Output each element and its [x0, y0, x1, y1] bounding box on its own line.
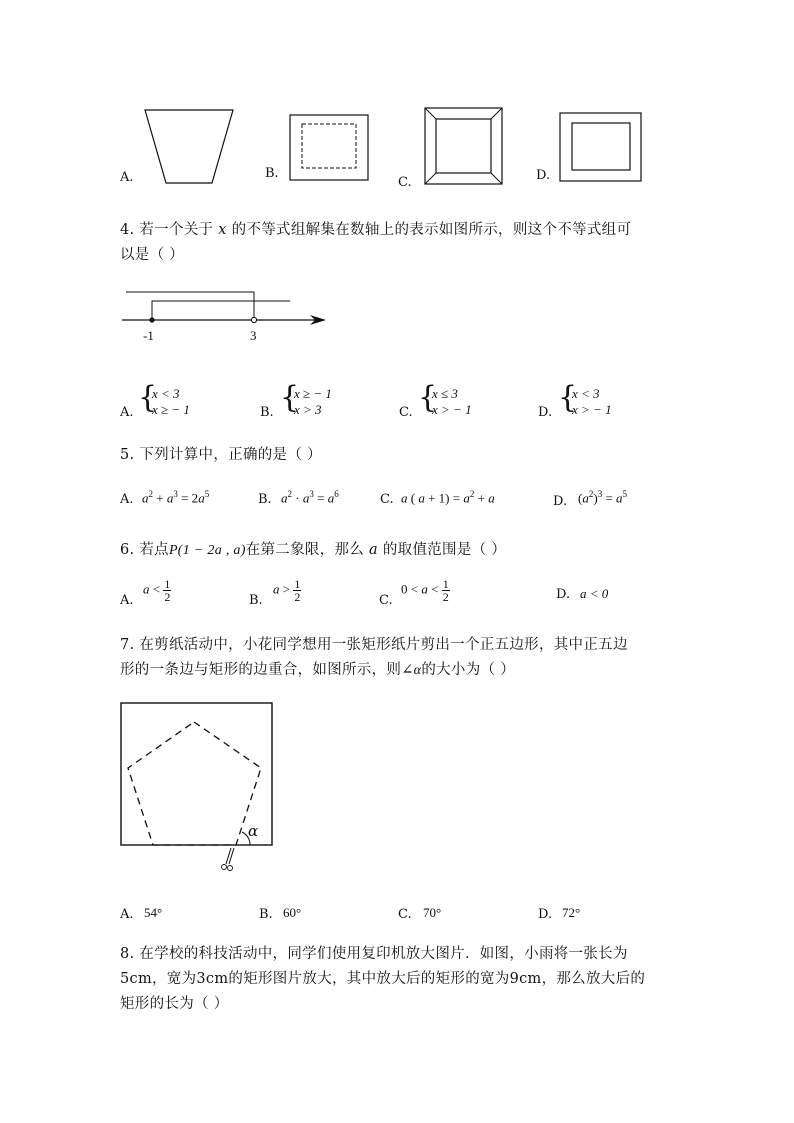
q6-option-b-expr: a > $\frac{1}{2}$: [273, 577, 301, 604]
brace-icon: {: [138, 380, 158, 415]
q6-option-b-label[interactable]: B.: [249, 593, 263, 608]
q5-option-a-expr: $a^2 + a^3 = 2a^5$: [142, 489, 210, 506]
q4-option-a-system: x < 3 x ≥ − 1: [152, 386, 190, 417]
q6-option-a-expr: a < $\frac{1}{2}$: [143, 577, 171, 604]
alpha-label: α: [248, 822, 259, 840]
q7-option-d-label[interactable]: D.: [538, 907, 553, 922]
q7-option-b-label[interactable]: B.: [259, 907, 273, 922]
q7-question-line2: 形的一条边与矩形的边重合，如图所示，则∠α的大小为（ ）: [120, 662, 516, 678]
q4-option-d-system: x < 3 x > − 1: [572, 386, 612, 417]
q4-question-line1: 4. 若一个关于 x 的不等式组解集在数轴上的表示如图所示，则这个不等式组可: [120, 222, 632, 238]
brace-icon: {: [558, 380, 578, 415]
q7-question-line1: 7. 在剪纸活动中，小花同学想用一张矩形纸片剪出一个正五边形，其中正五边: [120, 637, 628, 653]
q8-question-line2: 5cm，宽为3cm的矩形图片放大，其中放大后的矩形的宽为9cm，那么放大后的: [120, 971, 646, 987]
q4-option-c-label[interactable]: C.: [399, 405, 413, 420]
q6-option-a-label[interactable]: A.: [120, 593, 134, 608]
q4-option-b-label[interactable]: B.: [260, 405, 274, 420]
q6-option-d-label[interactable]: D.: [556, 587, 571, 602]
q5-option-b-label[interactable]: B.: [258, 492, 272, 507]
q6-option-d-expr: a < 0: [580, 586, 609, 601]
scissors-icon: [222, 848, 235, 871]
q7-option-a-value: 54°: [144, 905, 163, 920]
dashed-rectangle-icon: [288, 113, 372, 183]
q8-question-line3: 矩形的长为（ ）: [120, 996, 229, 1012]
beveled-frame-icon: [423, 106, 505, 186]
q5-option-b-expr: $a^2 \cdot a^3 = a^6$: [281, 489, 339, 506]
q4-option-a-label[interactable]: A.: [120, 405, 134, 420]
q4-question-line2: 以是（ ）: [120, 247, 185, 263]
brace-icon: {: [418, 380, 438, 415]
q7-option-c-label[interactable]: C.: [398, 907, 412, 922]
q6-option-c-expr: 0 < a < $\frac{1}{2}$: [401, 577, 449, 604]
q6-option-c-label[interactable]: C.: [379, 593, 393, 608]
q3-option-a-label[interactable]: A.: [120, 170, 134, 185]
q4-option-d-label[interactable]: D.: [538, 405, 553, 420]
q7-option-d-value: 72°: [562, 905, 581, 920]
q8-question-line1: 8. 在学校的科技活动中，同学们使用复印机放大图片．如图，小雨将一张长为: [120, 946, 628, 962]
q7-option-b-value: 60°: [283, 905, 302, 920]
pentagon-cutout-diagram: [120, 702, 275, 877]
trapezoid-icon: [140, 108, 240, 188]
q3-option-d-label[interactable]: D.: [536, 168, 551, 183]
q5-question: 5. 下列计算中，正确的是（ ）: [120, 447, 322, 463]
q4-option-b-system: x ≥ − 1 x > 3: [294, 386, 332, 417]
double-rectangle-icon: [558, 111, 644, 185]
q5-option-c-expr: a ( $a + 1) = a^2 + a$: [401, 489, 495, 506]
axis-label-neg1: -1: [143, 328, 154, 343]
q5-option-a-label[interactable]: A.: [120, 492, 134, 507]
q3-option-c-label[interactable]: C.: [398, 175, 412, 190]
brace-icon: {: [280, 380, 300, 415]
q5-option-c-label[interactable]: C.: [380, 492, 394, 507]
q7-option-c-value: 70°: [423, 905, 442, 920]
axis-label-3: 3: [250, 328, 257, 343]
q4-option-c-system: x ≤ 3 x > − 1: [432, 386, 472, 417]
q3-option-b-label[interactable]: B.: [265, 166, 279, 181]
q5-option-d-expr: $(a^2)^3 = a^5$: [578, 489, 628, 506]
q5-option-d-label[interactable]: D.: [553, 494, 568, 509]
q7-option-a-label[interactable]: A.: [120, 907, 134, 922]
q6-question: 6. 若点P(1 − 2a , a)在第二象限，那么 a 的取值范围是（ ）: [120, 542, 507, 558]
